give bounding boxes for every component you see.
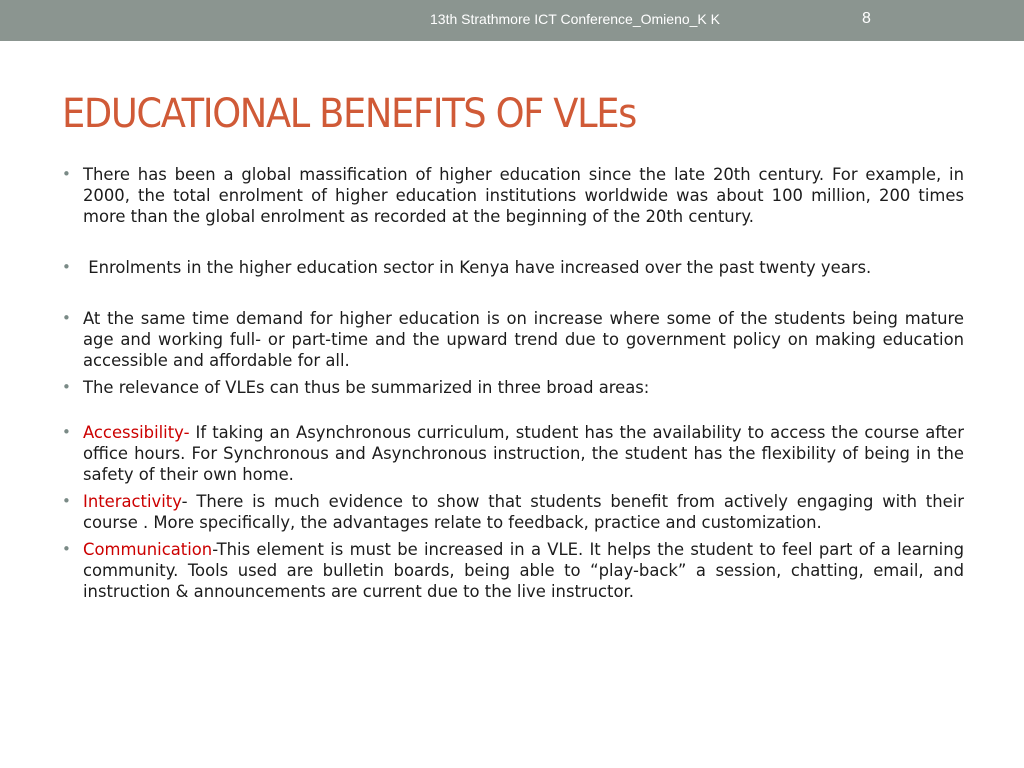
bullet-marker-icon: •: [62, 258, 71, 276]
bullet-text: At the same time demand for higher education is on increase where some of the students being mature age and working full- or part-time and the upward trend due to government policy on making education accessible and affordable for all.: [83, 309, 964, 370]
bullet-keyword: Communication: [83, 540, 213, 559]
bullet-item-demand: [62, 308, 964, 371]
bullet-text: The relevance of VLEs can thus be summarized in three broad areas:: [83, 378, 650, 397]
bullet-text: - There is much evidence to show that students benefit from actively engaging with their course . More specifically, the advantages relate to feedback, practice and customization.: [83, 492, 964, 532]
bullet-text: Enrolments in the higher education sector in Kenya have increased over the past twenty years.: [83, 258, 872, 277]
bullet-item-kenya-enrolment: [62, 257, 964, 278]
bullet-text: -This element is must be increased in a VLE. It helps the student to feel part of a learning community. Tools used are bulletin boards, being able to “play-back” a session, chatting, email, and instruction & announcements are current due to the live instructor.: [83, 540, 964, 601]
bullet-marker-icon: •: [62, 540, 71, 558]
bullet-text: If taking an Asynchronous curriculum, student has the availability to access the course after office hours. For Synchronous and Asynchronous instruction, the student has the flexibility of being in the safety of their own home.: [83, 423, 964, 484]
footer-text: 13th Strathmore ICT Conference_Omieno_K K: [430, 11, 721, 27]
bullet-item-relevance: [62, 377, 964, 398]
bullet-keyword: Accessibility-: [83, 423, 190, 442]
bullet-marker-icon: •: [62, 309, 71, 327]
bullet-keyword: Interactivity: [83, 492, 182, 511]
bullet-text: There has been a global massification of higher education since the late 20th century. For example, in 2000, the total enrolment of higher education institutions worldwide was about 100 million, 200 times more than the global enrolment as recorded at the beginning of the 20th century.: [83, 165, 964, 226]
header-bar: [0, 0, 1024, 41]
bullet-marker-icon: •: [62, 378, 71, 396]
bullet-item-global-massification: [62, 164, 964, 227]
bullet-item-interactivity: [62, 491, 964, 533]
slide-number: 8: [862, 10, 871, 27]
bullet-marker-icon: •: [62, 492, 71, 510]
bullet-item-communication: [62, 539, 964, 602]
slide-title: EDUCATIONAL BENEFITS OF VLEs: [62, 91, 636, 137]
bullet-list: [62, 164, 964, 602]
bullet-marker-icon: •: [62, 423, 71, 441]
bullet-marker-icon: •: [62, 165, 71, 183]
bullet-item-accessibility: [62, 422, 964, 485]
